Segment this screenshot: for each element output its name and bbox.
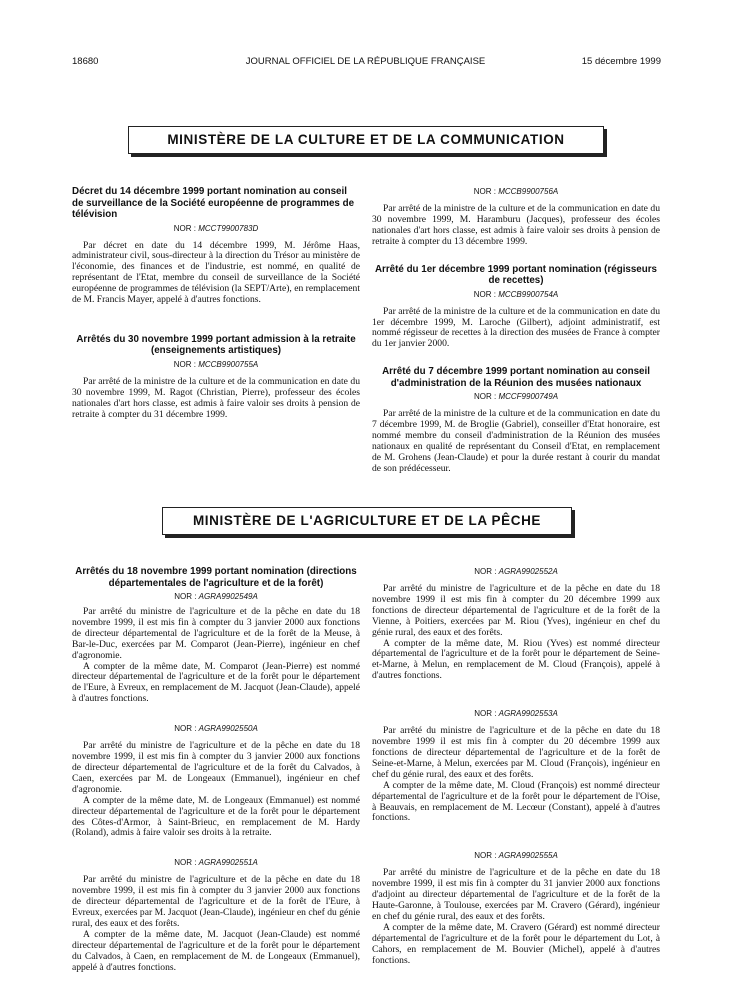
nor-reference: NOR : AGRA9902549A xyxy=(174,592,258,601)
ministry-culture-heading: MINISTÈRE DE LA CULTURE ET DE LA COMMUNICATION xyxy=(128,126,604,154)
nor-reference: NOR : AGRA9902550A xyxy=(174,724,258,734)
nor-reference: NOR : MCCT9900783D xyxy=(173,223,259,233)
culture-left-column xyxy=(72,186,360,421)
issue-date: 15 décembre 1999 xyxy=(581,56,661,67)
article-paragraph: A compter de la même date, M. Comparot (Jean-Pierre) est nommé directeur départemental de l'agriculture et de la forêt pour le département de l'Eure, à Evreux, en remplacement de M. Jacquot (Jean-Claude), appelé à d'autres fonctions. xyxy=(72,660,360,705)
article-paragraph: A compter de la même date, M. de Longeaux (Emmanuel) est nommé directeur départemental de l'agriculture et de la forêt pour le département des Côtes-d'Armor, à Saint-Brieuc, en remplacement de M. Hardy (Roland), admis à faire valoir ses droits à la retraite. xyxy=(72,794,360,839)
agriculture-right-column xyxy=(372,564,660,966)
agriculture-ddaf-nomination-seine-et-marne xyxy=(372,709,660,824)
article-paragraph: Par arrêté du ministre de l'agriculture et de la pêche en date du 18 novembre 1999 il est mis fin à compter du 20 décembre 1999 aux fonctions de directeur départemental de l'agriculture et de la forêt de la Vienne, à Poitiers, exercées par M. Riou (Yves), ingénieur en chef du génie rural, des eaux et des forêts. xyxy=(372,583,660,638)
article-paragraph: Par arrêté du ministre de l'agriculture et de la pêche en date du 18 novembre 1999, il est mis fin à compter du 3 janvier 2000 aux fonctions de directeur départemental de l'agriculture et de la forêt de la Meuse, à Bar-le-Duc, exercées par M. Comparot (Jean-Pierre), ingénieur en chef d'agronomie. xyxy=(72,606,360,661)
article-title: Arrêtés du 18 novembre 1999 portant nomination (directions départementales de l'agriculture et de la forêt) xyxy=(75,566,357,589)
nor-reference: NOR : AGRA9902553A xyxy=(474,709,558,719)
nor-reference: NOR : AGRA9902551A xyxy=(174,858,258,868)
nor-reference: NOR : AGRA9902552A xyxy=(474,567,558,576)
culture-retirement-orders xyxy=(72,334,360,421)
article-title: Arrêté du 7 décembre 1999 portant nomination au conseil d'administration de la Réunion des musées nationaux xyxy=(382,366,650,389)
article-paragraph: Par décret en date du 14 décembre 1999, M. Jérôme Haas, administrateur civil, sous-directeur à la direction du Trésor au ministère de l'économie, des finances et de l'industrie, est nommé, en qualité de représentant de l'Etat, membre du conseil de surveillance de la Société européenne de programmes de télévision (la SEPT/Arte), en remplacement de M. Francis Mayer, appelé à d'autres fonctions. xyxy=(72,239,360,306)
nor-reference: NOR : AGRA9902555A xyxy=(474,851,558,861)
agriculture-ddaf-nomination-calvados xyxy=(72,724,360,839)
article-title: Arrêtés du 30 novembre 1999 portant admission à la retraite (enseignements artistiques) xyxy=(76,333,356,357)
culture-rmn-nomination xyxy=(372,366,660,474)
culture-regisseurs-nomination xyxy=(372,264,660,351)
article-paragraph: Par arrêté du ministre de l'agriculture et de la pêche en date du 18 novembre 1999, il est mis fin à compter du 3 janvier 2000 aux fonctions de directeur départemental de l'agriculture et de la forêt du Calvados, à Caen, exercées par M. de Longeaux (Emmanuel), ingénieur en chef d'agronomie. xyxy=(72,740,360,795)
article-paragraph: Par arrêté du ministre de l'agriculture et de la pêche en date du 18 novembre 1999 il est mis fin à compter du 20 décembre 1999 aux fonctions de directeur départemental de l'agriculture et de la forêt de Seine-et-Marne, à Melun, exercées par M. Cloud (François), ingénieur en chef du génie rural, des eaux et des forêts. xyxy=(372,725,660,780)
page-number: 18680 xyxy=(72,56,99,67)
article-paragraph: Par arrêté du ministre de l'agriculture et de la pêche en date du 18 novembre 1999, il est mis fin à compter du 31 janvier 2000 aux fonctions d'adjoint au directeur départemental de l'agriculture et de la forêt de la Haute-Garonne, à Toulouse, exercées par M. Cravero (Gérard), ingénieur en chef du génie rural, des eaux et des forêts. xyxy=(372,867,660,922)
article-paragraph: Par arrêté de la ministre de la culture et de la communication en date du 30 novembre 1999, M. Ragot (Christian, Pierre), professeur des écoles nationales d'art hors classe, est admis à faire valoir ses droits à pension de retraite à compter du 31 décembre 1999. xyxy=(72,375,360,420)
ministry-agriculture-heading: MINISTÈRE DE L'AGRICULTURE ET DE LA PÊCHE xyxy=(162,507,572,535)
article-paragraph: Par arrêté de la ministre de la culture et de la communication en date du 30 novembre 1999, M. Haramburu (Jacques), professeur des écoles nationales d'art hors classe, est admis à faire valoir ses droits à pension de retraite à compter du 13 décembre 1999. xyxy=(372,203,660,247)
article-paragraph: A compter de la même date, M. Riou (Yves) est nommé directeur départemental de l'agriculture et de la forêt pour le département de Seine-et-Marne, à Melun, en remplacement de M. Cloud (François), appelé à d'autres fonctions. xyxy=(372,637,660,682)
article-paragraph: Par arrêté de la ministre de la culture et de la communication en date du 7 décembre 1999, M. de Broglie (Gabriel), conseiller d'Etat honoraire, est nommé membre du conseil d'administration de la Réunion des musées nationaux en qualité de représentant du Conseil d'Etat, en remplacement de M. Grohens (Jean-Claude) et pour la durée restant à courir du mandat de son prédécesseur. xyxy=(372,408,660,474)
article-paragraph: Par arrêté de la ministre de la culture et de la communication en date du 1er décembre 1999, M. Laroche (Gilbert), adjoint administratif, est nommé régisseur de recettes à la direction des musées de France à compter du 1er janvier 2000. xyxy=(372,305,660,350)
article-title: Arrêté du 1er décembre 1999 portant nomination (régisseurs de recettes) xyxy=(374,263,658,287)
agriculture-left-column xyxy=(72,566,360,973)
nor-reference: NOR : MCCB9900755A xyxy=(173,359,259,369)
article-paragraph: Par arrêté du ministre de l'agriculture et de la pêche en date du 18 novembre 1999, il est mis fin à compter du 3 janvier 2000 aux fonctions de directeur départemental de l'agriculture et de la forêt de l'Eure, à Evreux, exercées par M. Jacquot (Jean-Claude), ingénieur en chef du génie rural, des eaux et des forêts. xyxy=(72,874,360,929)
agriculture-ddaf-nomination-haute-garonne xyxy=(372,851,660,966)
nor-reference: NOR : MCCF9900749A xyxy=(473,392,559,402)
nor-reference: NOR : MCCB9900756A xyxy=(473,187,559,196)
article-paragraph: A compter de la même date, M. Cravero (Gérard) est nommé directeur départemental de l'agriculture et de la forêt pour le département du Lot, à Cahors, en remplacement de M. Bouvier (Michel), appelé à d'autres fonctions. xyxy=(372,921,660,966)
journal-title: JOURNAL OFFICIEL DE LA RÉPUBLIQUE FRANÇAISE xyxy=(245,56,486,67)
article-title: Décret du 14 décembre 1999 portant nomination au conseil de surveillance de la Société européenne de programmes de télévision xyxy=(72,186,355,220)
article-paragraph: A compter de la même date, M. Jacquot (Jean-Claude) est nommé directeur départemental de l'agriculture et de la forêt pour le département du Calvados, à Caen, en remplacement de M. de Longeaux (Emmanuel), appelé à d'autres fonctions. xyxy=(72,928,360,973)
agriculture-ddaf-nomination-vienne xyxy=(372,567,660,682)
agriculture-ddaf-nomination-eure xyxy=(72,858,360,973)
culture-right-column xyxy=(372,184,660,475)
agriculture-ddaf-nomination-meuse xyxy=(72,566,360,705)
article-paragraph: A compter de la même date, M. Cloud (François) est nommé directeur départemental de l'agriculture et de la forêt pour le département de l'Oise, à Beauvais, en remplacement de M. Lecœur (Constant), appelé à d'autres fonctions. xyxy=(372,779,660,824)
culture-retirement-haramburu xyxy=(372,187,660,248)
culture-decree-sept-arte xyxy=(72,186,360,306)
nor-reference: NOR : MCCB9900754A xyxy=(473,289,559,299)
